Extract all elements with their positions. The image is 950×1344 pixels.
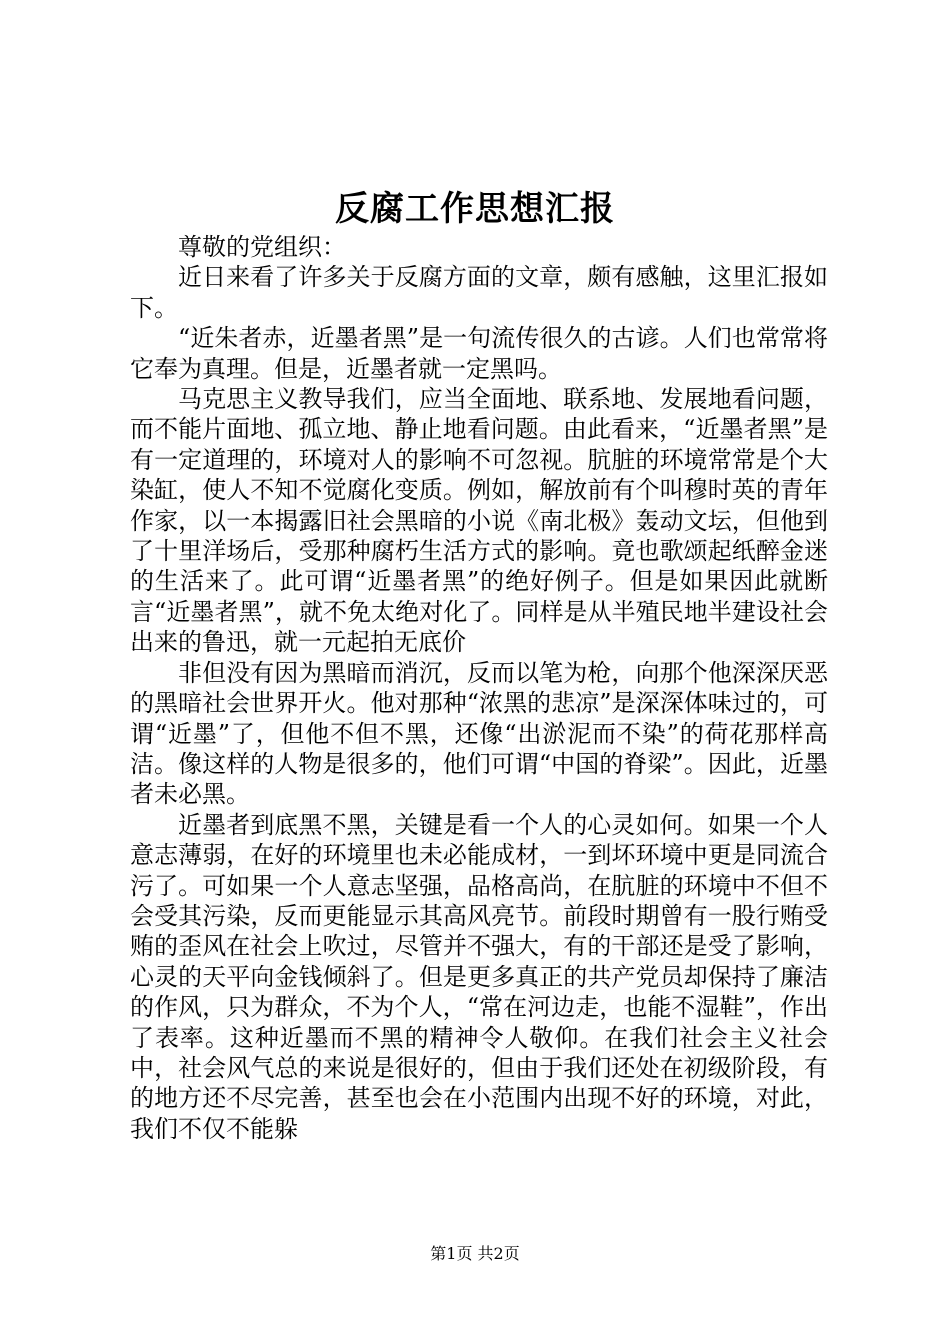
body-paragraph: “近朱者赤，近墨者黑”是一句流传很久的古谚。人们也常常将它奉为真理。但是，近墨者就一定黑吗。 <box>130 324 828 383</box>
document-body <box>130 232 828 1144</box>
document-title: 反腐工作思想汇报 <box>335 189 615 229</box>
body-paragraph: 近日来看了许多关于反腐方面的文章，颇有感触，这里汇报如下。 <box>130 263 828 322</box>
body-paragraph: 非但没有因为黑暗而消沉，反而以笔为枪，向那个他深深厌恶的黑暗社会世界开火。他对那种“浓黑的悲凉”是深深体味过的，可谓“近墨”了，但他不但不黑，还像“出淤泥而不染”的荷花那样高洁。像这样的人物是很多的，他们可谓“中国的脊梁”。因此，近墨者未必黑。 <box>130 658 828 809</box>
page-number-footer: 第1页 共2页 <box>430 1244 520 1263</box>
body-paragraph: 近墨者到底黑不黑，关键是看一个人的心灵如何。如果一个人意志薄弱，在好的环境里也未必能成材，一到坏环境中更是同流合污了。可如果一个人意志坚强，品格高尚，在肮脏的环境中不但不会受其污染，反而更能显示其高风亮节。前段时期曾有一股行贿受贿的歪风在社会上吹过，尽管并不强大，有的干部还是受了影响，心灵的天平向金钱倾斜了。但是更多真正的共产党员却保持了廉洁的作风，只为群众，不为个人，“常在河边走，也能不湿鞋”，作出了表率。这种近墨而不黑的精神令人敬仰。在我们社会主义社会中，社会风气总的来说是很好的，但由于我们还处在初级阶段，有的地方还不尽完善，甚至也会在小范围内出现不好的环境，对此，我们不仅不能躲 <box>130 810 828 1143</box>
salutation-paragraph: 尊敬的党组织： <box>178 233 346 261</box>
body-paragraph: 马克思主义教导我们，应当全面地、联系地、发展地看问题，而不能片面地、孤立地、静止地看问题。由此看来，“近墨者黑”是有一定道理的，环境对人的影响不可忽视。肮脏的环境常常是个大染缸，使人不知不觉腐化变质。例如，解放前有个叫穆时英的青年作家，以一本揭露旧社会黑暗的小说《南北极》轰动文坛，但他到了十里洋场后，受那种腐朽生活方式的影响。竟也歌颂起纸醉金迷的生活来了。此可谓“近墨者黑”的绝好例子。但是如果因此就断言“近墨者黑”，就不免太绝对化了。同样是从半殖民地半建设社会出来的鲁迅，就一元起拍无底价 <box>130 385 828 657</box>
